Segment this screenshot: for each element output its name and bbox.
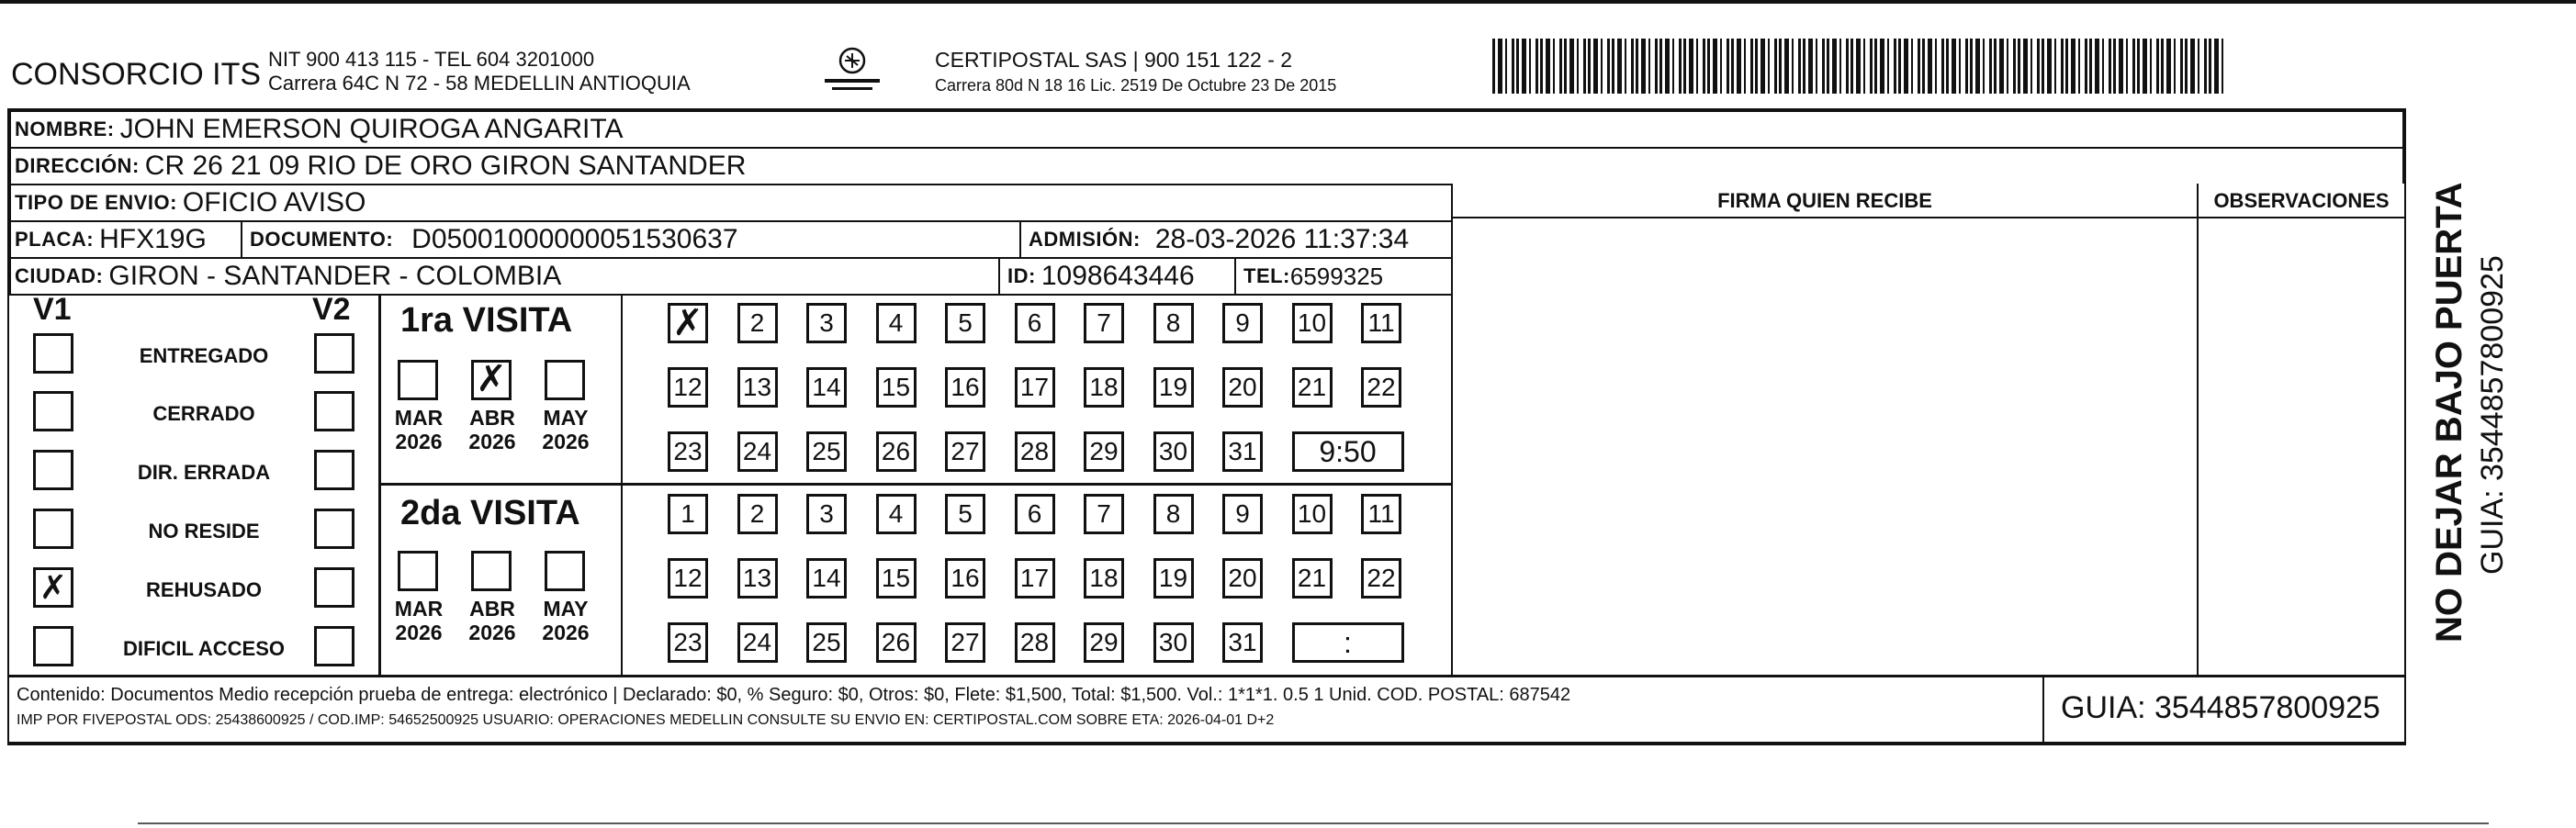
visit1-day-2[interactable]: 2 [737,303,778,343]
status-label: NO RESIDE [148,520,260,543]
visit1-year-label: 2026 [395,430,443,453]
top-rule [0,0,2576,4]
certipostal-line1: CERTIPOSTAL SAS | 900 151 122 - 2 [935,48,1293,72]
visit1-day-31[interactable]: 31 [1222,431,1263,472]
visit2-day-12[interactable]: 12 [668,558,708,599]
visit1-day-19[interactable]: 19 [1153,367,1194,408]
bottom-rule [138,822,2489,824]
visit1-day-30[interactable]: 30 [1153,431,1194,472]
nombre-value: JOHN EMERSON QUIROGA ANGARITA [119,114,624,144]
visit1-day-23[interactable]: 23 [668,431,708,472]
nombre-label: NOMBRE: [15,117,115,140]
visit1-day-17[interactable]: 17 [1015,367,1055,408]
visit2-day-19[interactable]: 19 [1153,558,1194,599]
visit1-day-29[interactable]: 29 [1084,431,1124,472]
admision-label: ADMISIÓN: [1029,228,1141,251]
visit2-time-box[interactable]: : [1292,622,1404,663]
visit2-day-4[interactable]: 4 [876,494,917,534]
v1-checkbox[interactable] [33,391,73,431]
v2-checkbox[interactable] [314,626,354,666]
nit-line: NIT 900 413 115 - TEL 604 3201000 [268,48,595,71]
visit2-day-17[interactable]: 17 [1015,558,1055,599]
visit2-day-24[interactable]: 24 [737,622,778,663]
visit2-year-label: 2026 [542,621,590,644]
visit2-day-26[interactable]: 26 [876,622,917,663]
address-line: Carrera 64C N 72 - 58 MEDELLIN ANTIOQUIA [268,72,691,95]
row-nombre [9,110,2404,147]
row-tipo [9,184,1453,220]
documento-value: D05001000000051530637 [411,224,738,254]
v1-checkbox[interactable] [33,509,73,549]
company-name: CONSORCIO ITS [11,57,262,92]
visit1-day-7[interactable]: 7 [1084,303,1124,343]
visit1-year-label: 2026 [542,430,590,453]
status-label: DIR. ERRADA [137,461,271,484]
visit1-day-1[interactable]: ✗ [668,303,708,343]
visit2-month-label: MAR [394,597,444,621]
visit1-day-27[interactable]: 27 [945,431,985,472]
tipo-value: OFICIO AVISO [182,187,366,218]
visit-divider [378,483,1451,486]
visit1-day-16[interactable]: 16 [945,367,985,408]
side-guia: GUIA: 3544857800925 [2475,255,2510,575]
v2-checkbox[interactable] [314,333,354,374]
placa-label: PLACA: [15,228,95,251]
visit1-day-6[interactable]: 6 [1015,303,1055,343]
footer-line1: Contenido: Documentos Medio recepción prueba de entrega: electrónico | Declarado: $0, % Seguro: $0, Otros: $0, Flete: $1,500, Total: $1,500. Vol.: 1*1*1. 0.5 1 Unid. COD. POSTAL: 687542 [17,685,1571,705]
visit2-day-31[interactable]: 31 [1222,622,1263,663]
visit2-day-9[interactable]: 9 [1222,494,1263,534]
tel-label: TEL: [1243,264,1290,287]
documento-cell [241,222,738,257]
visit2-day-22[interactable]: 22 [1361,558,1401,599]
visit2-day-27[interactable]: 27 [945,622,985,663]
v2-checkbox[interactable] [314,391,354,431]
bottom-border [7,744,2406,745]
visit1-day-5[interactable]: 5 [945,303,985,343]
visit2-day-6[interactable]: 6 [1015,494,1055,534]
visit1-day-3[interactable]: 3 [806,303,847,343]
tel-value: 6599325 [1289,262,1384,290]
visit2-day-25[interactable]: 25 [806,622,847,663]
visit2-year-label: 2026 [395,621,443,644]
visit2-day-14[interactable]: 14 [806,558,847,599]
v1-header: V1 [33,292,72,327]
visit2-day-8[interactable]: 8 [1153,494,1194,534]
row-placa [9,220,1453,257]
id-label: ID: [1007,264,1036,287]
v2-checkbox[interactable] [314,509,354,549]
placa-value: HFX19G [99,224,207,254]
visit2-day-13[interactable]: 13 [737,558,778,599]
visit1-day-14[interactable]: 14 [806,367,847,408]
status-label: DIFICIL ACCESO [122,637,285,660]
visit1-day-26[interactable]: 26 [876,431,917,472]
visit1-month-label: MAR [394,406,444,430]
v1-checkbox[interactable] [33,450,73,490]
id-value: 1098643446 [1041,261,1195,291]
visit1-day-8[interactable]: 8 [1153,303,1194,343]
tel-cell [1234,259,1383,294]
v1-checkbox[interactable]: ✗ [33,567,73,608]
visit1-day-15[interactable]: 15 [876,367,917,408]
visit2-month-label: MAY [543,597,589,621]
visit2-day-1[interactable]: 1 [668,494,708,534]
certipostal-line2: Carrera 80d N 18 16 Lic. 2519 De Octubre 23 De 2015 [935,76,1337,95]
visit1-month-checkbox[interactable] [398,360,438,400]
visit2-month-checkbox[interactable] [471,551,512,591]
status-label: ENTREGADO [139,344,269,367]
status-label: CERRADO [152,402,255,425]
observaciones-header: OBSERVACIONES [2213,189,2390,212]
visit1-day-11[interactable]: 11 [1361,303,1401,343]
visit2-day-16[interactable]: 16 [945,558,985,599]
row-direccion [9,147,2404,184]
certipostal-logo [816,46,889,97]
visit2-day-2[interactable]: 2 [737,494,778,534]
visit2-day-30[interactable]: 30 [1153,622,1194,663]
visit2-month-checkbox[interactable] [545,551,585,591]
visit1-day-22[interactable]: 22 [1361,367,1401,408]
documento-label: DOCUMENTO: [250,228,394,251]
row-ciudad [9,257,1453,296]
ciudad-value: GIRON - SANTANDER - COLOMBIA [108,261,562,291]
visit2-year-label: 2026 [468,621,516,644]
visit1-day-28[interactable]: 28 [1015,431,1055,472]
visit2-day-11[interactable]: 11 [1361,494,1401,534]
visit2-day-20[interactable]: 20 [1222,558,1263,599]
v2-checkbox[interactable] [314,567,354,608]
visit2-day-21[interactable]: 21 [1292,558,1333,599]
visit2-month-checkbox[interactable] [398,551,438,591]
v1-checkbox[interactable] [33,333,73,374]
columns-header-line [1451,217,2404,218]
visit1-day-20[interactable]: 20 [1222,367,1263,408]
status-label: REHUSADO [146,578,262,601]
visit1-month-checkbox[interactable]: ✗ [471,360,512,400]
ciudad-label: CIUDAD: [15,264,104,287]
footer-line2: IMP POR FIVEPOSTAL ODS: 25438600925 / COD.IMP: 54652500925 USUARIO: OPERACIONES MEDELLIN CONSULTE SU ENVIO EN: CERTIPOSTAL.COM SOBRE ETA: 2026-04-01 D+2 [17,712,1275,728]
visit1-day-18[interactable]: 18 [1084,367,1124,408]
direccion-label: DIRECCIÓN: [15,154,140,177]
visit1-month-label: ABR [469,406,515,430]
firma-column-divider [1451,184,1453,676]
admision-cell [1019,222,1409,257]
visit1-day-24[interactable]: 24 [737,431,778,472]
firma-header: FIRMA QUIEN RECIBE [1717,189,1932,212]
direccion-value: CR 26 21 09 RIO DE ORO GIRON SANTANDER [144,151,747,181]
side-warning: NO DEJAR BAJO PUERTA [2429,182,2469,643]
v2-header: V2 [312,292,351,327]
visit2-day-7[interactable]: 7 [1084,494,1124,534]
guia-box-divider [2042,676,2044,742]
visit1-day-13[interactable]: 13 [737,367,778,408]
footer-guia: GUIA: 3544857800925 [2061,690,2380,725]
visit1-day-21[interactable]: 21 [1292,367,1333,408]
visit2-day-18[interactable]: 18 [1084,558,1124,599]
visit1-day-10[interactable]: 10 [1292,303,1333,343]
v2-checkbox[interactable] [314,450,354,490]
visit2-day-29[interactable]: 29 [1084,622,1124,663]
visit2-day-5[interactable]: 5 [945,494,985,534]
visit1-day-12[interactable]: 12 [668,367,708,408]
visit2-day-28[interactable]: 28 [1015,622,1055,663]
visit2-day-3[interactable]: 3 [806,494,847,534]
id-cell [998,259,1195,294]
tipo-label: TIPO DE ENVIO: [15,191,177,214]
observaciones-column-divider [2197,184,2199,676]
visit2-title: 2da VISITA [400,494,580,532]
visit2-day-23[interactable]: 23 [668,622,708,663]
footer-rule [9,675,2406,677]
visit1-title: 1ra VISITA [400,301,573,340]
visit1-month-checkbox[interactable] [545,360,585,400]
visit1-day-25[interactable]: 25 [806,431,847,472]
visit2-month-label: ABR [469,597,515,621]
admision-value: 28-03-2026 11:37:34 [1154,224,1410,254]
visit1-month-label: MAY [543,406,589,430]
v1-checkbox[interactable] [33,626,73,666]
visit2-day-15[interactable]: 15 [876,558,917,599]
visit2-day-10[interactable]: 10 [1292,494,1333,534]
visit1-day-9[interactable]: 9 [1222,303,1263,343]
barcode [1492,39,2227,94]
visit1-time-box[interactable]: 9:50 [1292,431,1404,472]
visit1-day-4[interactable]: 4 [876,303,917,343]
visit1-year-label: 2026 [468,430,516,453]
